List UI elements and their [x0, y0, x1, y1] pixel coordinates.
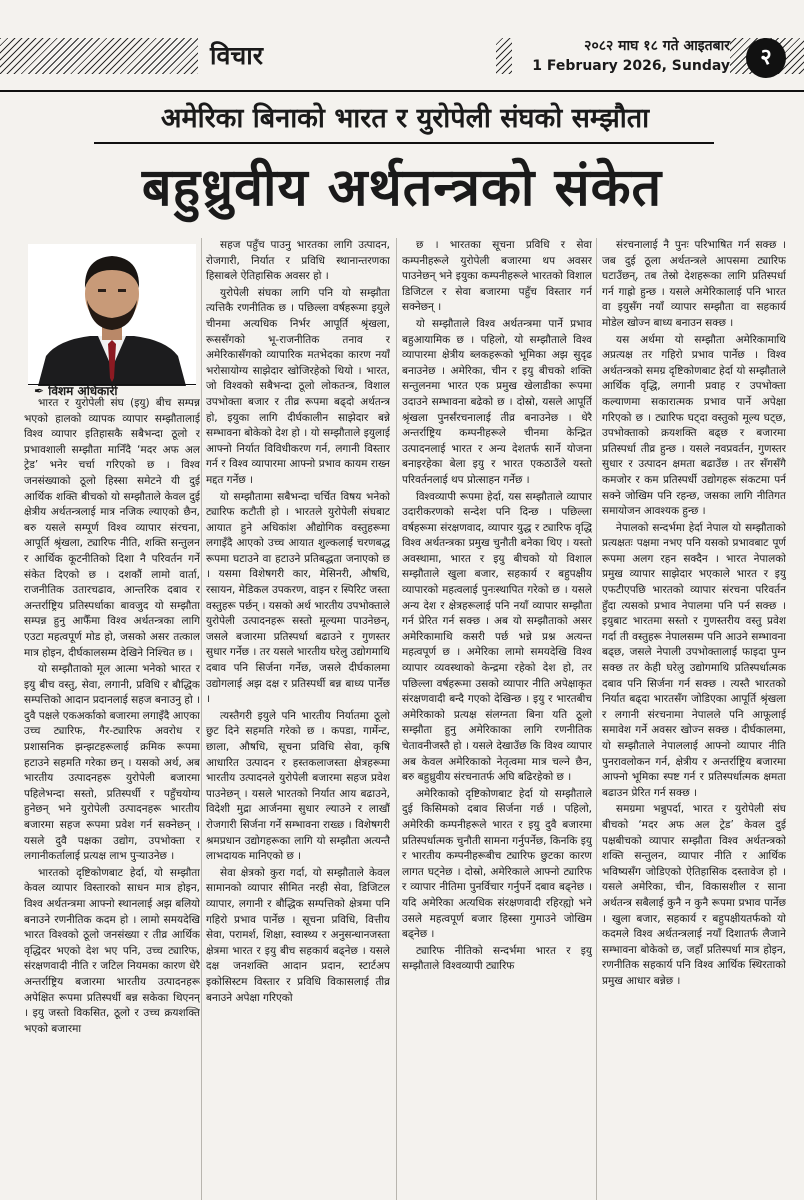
column-divider	[201, 238, 202, 1200]
page-header	[0, 0, 804, 92]
paragraph: यो सम्झौताले विश्व अर्थतन्त्रमा पार्ने प्रभाव बहुआयामिक छ । पहिलो, यो सम्झौताले विश्व व्यापारमा क्षेत्रीय ब्लकहरूको भूमिका अझ सुदृढ बनाउनेछ । अमेरिका, चीन र इयु बीचको शक्ति सन्तुलनमा भारत एक प्रमुख खेलाडीका रूपमा उदाउने सम्भावना बढेको छ । दोस्रो, यसले आपूर्ति श्रृंखला पुनर्संरचनालाई तीव्र बनाउनेछ । धेरै अन्तर्राष्ट्रिय कम्पनीहरूले चीनमा केन्द्रित उत्पादनलाई भारत र अन्य देशतर्फ सार्ने योजना बनाइरहेका बेला इयु र भारत एकठाउँले यस्तो परिवर्तनलाई थप प्रोत्साहन गर्नेछ ।	[402, 317, 592, 486]
paragraph: युरोपेली संघका लागि पनि यो सम्झौता त्यत्तिकै रणनीतिक छ । पछिल्ला वर्षहरूमा इयुले चीनमा अत्यधिक निर्भर आपूर्ति श्रृंखला, रूससँगको भू-राजनीतिक तनाव र अमेरिकासँगको व्यापारिक मतभेदका कारण नयाँ भरोसायोग्य साझेदार खोजिरहेको थियो । भारत, जो विश्वको सबैभन्दा ठूलो लोकतन्त्र, विशाल उपभोक्ता बजार र तीव्र रूपमा बढ्दो अर्थतन्त्र हो, इयुका लागि दीर्घकालीन साझेदार बन्ने सम्भावना बोकेको देश हो । यो सम्झौताले इयुलाई आफ्नो निर्यात विविधीकरण गर्न, लगानी विस्तार गर्न र विश्व व्यापारमा आफ्नो प्रभाव कायम राख्न मद्दत गर्नेछ ।	[206, 286, 390, 486]
column-divider	[396, 238, 397, 1200]
paragraph: सहज पहुँच पाउनु भारतका लागि उत्पादन, रोजगारी, निर्यात र प्रविधि स्थानान्तरणका हिसाबले ऐतिहासिक अवसर हो ।	[206, 239, 390, 283]
paragraph: सेवा क्षेत्रको कुरा गर्दा, यो सम्झौताले केवल सामानको व्यापार सीमित नरही सेवा, डिजिटल व्यापार, लगानी र बौद्धिक सम्पत्तिको क्षेत्रमा पनि गहिरो प्रभाव पार्नेछ । सूचना प्रविधि, वित्तीय सेवा, परामर्श, शिक्षा, स्वास्थ्य र अनुसन्धानजस्ता क्षेत्रमा भारत र इयु बीच सहकार्य बढ्नेछ । यसले दक्ष जनशक्ति आदान प्रदान, स्टार्टअप इकोसिस्टम विस्तार र प्रविधि विकासलाई तीव्र बनाउने अपेक्षा गरिएको	[206, 866, 390, 1004]
date-english: 1 February 2026, Sunday	[532, 58, 730, 74]
article-column-3	[402, 238, 592, 1200]
paragraph: संरचनालाई नै पुनः परिभाषित गर्न सक्छ । जब दुई ठूला अर्थतन्त्रले आपसमा ट्यारिफ घटाउँछन्, तब तेस्रो देशहरूका लागि प्रतिस्पर्धा गर्न गाह्रो हुन्छ । यसले अमेरिकालाई पनि भारत वा इयुसँग नयाँ व्यापार सम्झौता वा सहकार्य मोडेल खोज्न बाध्य बनाउन सक्छ ।	[602, 239, 786, 329]
article-column-2	[206, 238, 390, 1200]
paragraph: ट्यारिफ नीतिको सन्दर्भमा भारत र इयु सम्झौताले विश्वव्यापी ट्यारिफ	[402, 944, 592, 973]
paragraph: छ । भारतका सूचना प्रविधि र सेवा कम्पनीहरूले युरोपेली बजारमा थप अवसर पाउनेछन् भने इयुका कम्पनीहरूले भारतको विशाल डिजिटल र सेवा बजारमा पहुँच विस्तार गर्न सक्नेछन् ।	[402, 239, 592, 314]
article-kicker: अमेरिका बिनाको भारत र युरोपेली संघको सम्झौता	[160, 103, 650, 134]
author-photo	[28, 244, 196, 386]
paragraph: यो सम्झौतामा सबैभन्दा चर्चित विषय भनेको ट्यारिफ कटौती हो । भारतले युरोपेली संघबाट आयात हुने अधिकांश औद्योगिक वस्तुहरूमा लगाइँदै आएको उच्च आयात शुल्कलाई चरणबद्ध रूपमा घटाउने वा हटाउने प्रतिबद्धता जनाएको छ । यसमा विशेषगरी कार, मेसिनरी, औषधि, रसायन, मेडिकल उपकरण, वाइन र स्पिरिट जस्ता वस्तुहरू पर्छन् । यसको अर्थ भारतीय उपभोक्ताले युरोपेली उत्पादनहरू सस्तो मूल्यमा पाउनेछन्, जसले बजारमा प्रतिस्पर्धा बढाउने र गुणस्तर सुधार गर्नेछ । तर यसले भारतीय घरेलु उद्योगमाथि दबाव पनि सिर्जना गर्नेछ, जसले दीर्घकालमा उद्योगलाई अझ दक्ष र प्रतिस्पर्धी बन्न बाध्य पार्नेछ ।	[206, 490, 390, 706]
author-byline: ✒ विशम अधिकारी	[34, 384, 118, 398]
paragraph: त्यस्तैगरी इयुले पनि भारतीय निर्यातमा ठूलो छुट दिने सहमति गरेको छ । कपडा, गार्मेन्ट, छाला, औषधि, सूचना प्रविधि सेवा, कृषि आधारित उत्पादन र हस्तकलाजस्ता क्षेत्रहरूमा भारतीय उत्पादनले युरोपेली बजारमा सहज प्रवेश पाउनेछन् । यसले भारतको निर्यात आय बढाउने, विदेशी मुद्रा आर्जनमा सुधार ल्याउने र लाखौं रोजगारी सिर्जना गर्ने सम्भावना राख्छ । विशेषगरी श्रमप्रधान उद्योगहरूका लागि यो सम्झौता अत्यन्तै लाभदायक मानिएको छ ।	[206, 709, 390, 863]
date-nepali: २०८२ माघ १८ गते आइतबार	[584, 38, 730, 54]
article-column-1	[24, 396, 200, 1200]
paragraph: समग्रमा भन्नुपर्दा, भारत र युरोपेली संघ बीचको ‘मदर अफ अल ट्रेड’ केवल दुई पक्षबीचको व्यापार सम्झौता विश्व अर्थतन्त्रको शक्ति सन्तुलन, व्यापार नीति र आर्थिक भविष्यसँग जोडिएको ऐतिहासिक दस्तावेज हो । यसले अमेरिका, चीन, विकासशील र साना अर्थतन्त्र सबैलाई कुनै न कुनै रूपमा प्रभाव पार्नेछ । खुला बजार, सहकार्य र बहुपक्षीयतर्फको यो कदमले विश्व अर्थतन्त्रलाई नयाँ दिशातर्फ लैजाने सम्भावना बोकेको छ, जहाँ प्रतिस्पर्धा मात्र होइन, रणनीतिक सहकार्य पनि विश्व आर्थिक स्थिरताको प्रमुख आधार बन्नेछ ।	[602, 803, 786, 987]
paragraph: नेपालको सन्दर्भमा हेर्दा नेपाल यो सम्झौताको प्रत्यक्षतः पक्षमा नभए पनि यसको प्रभावबाट पूर्ण रूपमा अलग रहन सक्दैन । भारत नेपालको प्रमुख व्यापार साझेदार भएकाले भारत र इयु एफटीएपछि भारतको व्यापार संरचना परिवर्तन हुँदा त्यसको प्रभाव नेपालमा पनि पर्न सक्छ । इयुबाट भारतमा सस्तो र गुणस्तरीय वस्तु प्रवेश गर्दा ती वस्तुहरू नेपालसम्म पनि आउने सम्भावना बढ्छ, जसले नेपाली उपभोक्तालाई फाइदा पुग्न सक्छ तर केही घरेलु उद्योगमाथि प्रतिस्पर्धात्मक दबाव पनि सिर्जना गर्न सक्छ । त्यस्तै भारतको निर्यात बढ्दा भारतसँग जोडिएका आपूर्ति श्रृंखला र लगानी संरचनामा नेपालले पनि आफूलाई समावेश गर्ने अवसर खोज्न सक्छ । दीर्घकालमा, यो सम्झौताले नेपाललाई आफ्नो व्यापार नीति पुनरावलोकन गर्न, क्षेत्रीय र अन्तर्राष्ट्रिय बजारमा आफ्नो भूमिका स्पष्ट गर्न र प्रतिस्पर्धात्मक क्षमता बढाउन प्रेरित गर्न सक्छ ।	[602, 521, 786, 799]
column-divider	[596, 238, 597, 1200]
author-portrait-image	[28, 244, 196, 386]
page-number-badge: २	[746, 38, 786, 78]
author-name: विशम अधिकारी	[48, 384, 118, 398]
date-block	[512, 36, 730, 80]
paragraph: अमेरिकाको दृष्टिकोणबाट हेर्दा यो सम्झौताले दुई किसिमको दबाव सिर्जना गर्छ । पहिलो, अमेरिकी कम्पनीहरूले भारत र इयु दुवै बजारमा प्रतिस्पर्धात्मक चुनौती सामना गर्नुपर्नेछ, किनकि इयु र भारतीय कम्पनीहरूबीच ट्यारिफ छुटका कारण लागत घट्नेछ । दोस्रो, अमेरिकाले आफ्नो ट्यारिफ र व्यापार नीतिमा पुनर्विचार गर्नुपर्ने दबाव बढ्नेछ । यदि अमेरिका अत्यधिक संरक्षणवादी रहिरह्यो भने उसले महत्वपूर्ण बजार हिस्सा गुमाउने जोखिम बढ्नेछ ।	[402, 787, 592, 941]
kicker-underline	[94, 142, 714, 144]
paragraph: भारत र युरोपेली संघ (इयु) बीच सम्पन्न भएको हालको व्यापक व्यापार सम्झौतालाई विश्व व्यापार इतिहासकै सबैभन्दा ठूलो र प्रभावशाली सम्झौता मानिँदै ‘मदर अफ अल ट्रेड’ भनेर चर्चा गरिएको छ । विश्व जनसंख्याको ठूलो हिस्सा समेटने यी दुई आर्थिक शक्ति बीचको यो सम्झौताले केवल दुई क्षेत्रीय अर्थतन्त्रलाई मात्र नजिक ल्याएको छैन, बरु यसले सम्पूर्ण विश्व व्यापार संरचना, आपूर्ति श्रृंखला, ट्यारिफ नीति, शक्ति सन्तुलन र आर्थिक कूटनीतिको दिशा नै परिवर्तन गर्ने संकेत दिएको छ । दशकौं लामो वार्ता, राजनीतिक उतारचढाव, आन्तरिक दबाव र अन्तर्राष्ट्रिय प्रतिस्पर्धाका बावजुद यो सम्झौता सम्पन्न हुनु आफैँमा विश्व अर्थतन्त्रका लागि एउटा महत्वपूर्ण मोड हो, जसको असर तत्काल मात्र होइन, दीर्घकालसम्म देखिने निश्चित छ ।	[24, 397, 200, 659]
header-rule	[0, 90, 804, 92]
paragraph: यस अर्थमा यो सम्झौता अमेरिकामाथि अप्रत्यक्ष तर गहिरो प्रभाव पार्नेछ । विश्व अर्थतन्त्रको समग्र दृष्टिकोणबाट हेर्दा यो सम्झौताले आर्थिक वृद्धि, लगानी प्रवाह र उपभोक्ता कल्याणमा सकारात्मक प्रभाव पार्ने अपेक्षा गरिएको छ । ट्यारिफ घट्दा वस्तुको मूल्य घट्छ, उपभोक्ताको क्रयशक्ति बढ्छ र बजारमा प्रतिस्पर्धा तीव्र हुन्छ । यसले नवप्रवर्तन, गुणस्तर सुधार र उत्पादन क्षमता बढाउँछ । तर सँगसँगै कमजोर र कम प्रतिस्पर्धी उद्योगहरू संकटमा पर्न सक्ने जोखिम पनि रहन्छ, जसका लागि नीतिगत समायोजन आवश्यक हुन्छ ।	[602, 333, 786, 518]
paragraph: यो सम्झौताको मूल आत्मा भनेको भारत र इयु बीच वस्तु, सेवा, लगानी, प्रविधि र बौद्धिक सम्पत्तिको आदान प्रदानलाई सहज बनाउनु हो । दुवै पक्षले एकअर्काको बजारमा लगाइँदै आएका उच्च ट्यारिफ, गैर-ट्यारिफ अवरोध र प्रशासनिक झन्झटहरूलाई क्रमिक रूपमा हटाउने सहमति गरेका छन् । यसको अर्थ, अब भारतीय उत्पादनहरू युरोपेली बजारमा पहिलेभन्दा सस्तो, प्रतिस्पर्धी र पहुँचयोग्य हुनेछन् भने युरोपेली उत्पादनहरू भारतीय बजारमा सहज रूपमा प्रवेश गर्न सक्नेछन् । यसले दुवै पक्षका उद्योग, उपभोक्ता र लगानीकर्तालाई प्रत्यक्ष लाभ पुऱ्याउनेछ ।	[24, 663, 200, 863]
article-headline: बहुध्रुवीय अर्थतन्त्रको संकेत	[141, 158, 663, 218]
paragraph: विश्वव्यापी रूपमा हेर्दा, यस सम्झौताले व्यापार उदारीकरणको सन्देश पनि दिन्छ । पछिल्ला वर्षहरूमा संरक्षणवाद, व्यापार युद्ध र ट्यारिफ वृद्धि विश्व अर्थतन्त्रका प्रमुख चुनौती बनेका थिए । यस्तो अवस्थामा, भारत र इयु बीचको यो विशाल सम्झौताले खुला बजार, सहकार्य र बहुपक्षीय व्यापारको महत्वलाई पुनःस्थापित गरेको छ । यसले अन्य देश र क्षेत्रहरूलाई पनि नयाँ व्यापार सम्झौता गर्न प्रेरित गर्न सक्छ । अब यो सम्झौताको असर अमेरिकामाथि कसरी पर्छ भन्ने प्रश्न अत्यन्त महत्वपूर्ण छ । अमेरिका लामो समयदेखि विश्व व्यापार व्यवस्थाको केन्द्रमा रहेको देश हो, तर पछिल्ला वर्षहरूमा उसको व्यापार नीति अपेक्षाकृत संरक्षणवादी बन्दै गएको देखिन्छ । इयु र भारतबीच अमेरिकाको प्रत्यक्ष संलग्नता बिना यति ठूलो सम्झौता हुनु अमेरिकाका लागि रणनीतिक चेतावनीजस्तै हो । यसले देखाउँछ कि विश्व व्यापार अब केवल अमेरिकाको नेतृत्वमा मात्र चल्ने छैन, बरु बहुध्रुवीय संरचनातर्फ अघि बढिरहेको छ ।	[402, 490, 592, 784]
paragraph: भारतको दृष्टिकोणबाट हेर्दा, यो सम्झौता केवल व्यापार विस्तारको साधन मात्र होइन, विश्व अर्थतन्त्रमा आफ्नो स्थानलाई अझ बलियो बनाउने रणनीतिक कदम हो । लामो समयदेखि भारत विश्वको ठूलो जनसंख्या र तीव्र आर्थिक वृद्धिदर भएको देश भए पनि, उच्च ट्यारिफ, संरक्षणवादी नीति र जटिल नियमका कारण धेरै अन्तर्राष्ट्रिय बजारमा भारतीय उत्पादनहरू अपेक्षित रूपमा प्रतिस्पर्धी बन्न सकेका थिएनन् । इयु जस्तो विकसित, ठूलो र उच्च क्रयशक्ति भएको बजारमा	[24, 866, 200, 1035]
article-column-4	[602, 238, 786, 1200]
section-name: विचार	[210, 41, 263, 70]
